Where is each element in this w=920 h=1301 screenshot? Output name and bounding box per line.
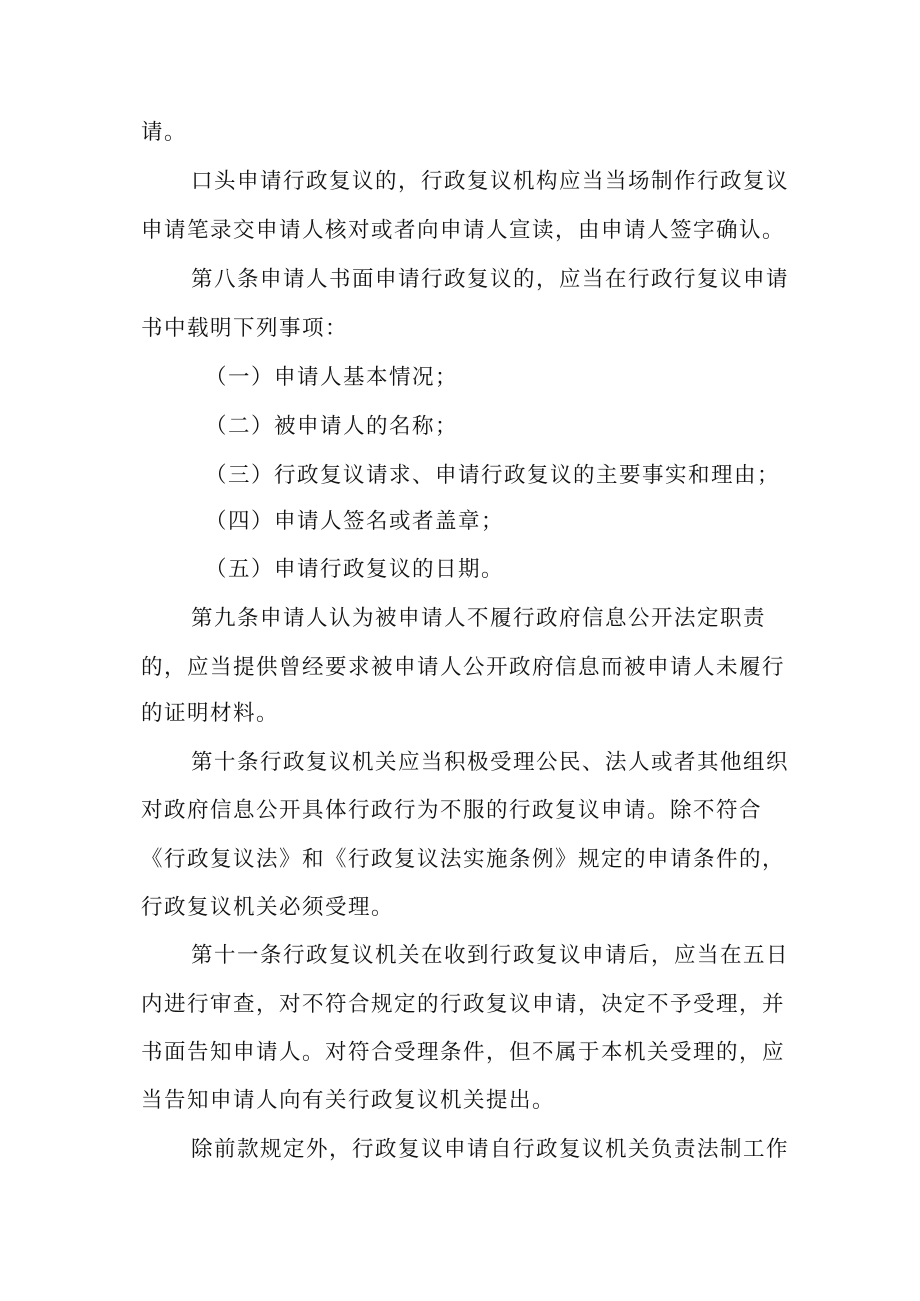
text-line: 口头申请行政复议的，行政复议机构应当当场制作行政复议 [191,169,790,194]
text-line: 当告知申请人向有关行政复议机关提出。 [141,1088,556,1113]
text-line: 第九条申请人认为被申请人不履行政府信息公开法定职责 [191,606,767,631]
text-line: 书面告知申请人。对符合受理条件，但不属于本机关受理的，应 [141,1040,786,1065]
text-line: 第八条申请人书面申请行政复议的，应当在行政行复议申请 [191,267,790,292]
text-line: 第十条行政复议机关应当积极受理公民、法人或者其他组织 [191,750,790,775]
text-line: 书中载明下列事项： [141,316,349,341]
text-line: 对政府信息公开具体行政行为不服的行政复议申请。除不符合 [141,798,763,823]
text-line: 第十一条行政复议机关在收到行政复议申请后，应当在五日 [191,943,790,968]
text-line: 申请笔录交申请人核对或者向申请人宣读，由申请人签字确认。 [141,218,786,243]
list-item: （三）行政复议请求、申请行政复议的主要事实和理由； [205,463,781,488]
text-line: 行政复议机关必须受理。 [141,895,395,920]
list-item: （四）申请人签名或者盖章； [205,509,505,534]
text-line: 《行政复议法》和《行政复议法实施条例》规定的申请条件的， [141,847,786,872]
text-line: 请。 [141,120,188,145]
text-line: 的证明材料。 [141,701,280,726]
text-line: 的，应当提供曾经要求被申请人公开政府信息而被申请人未履行 [141,655,786,680]
list-item: （一）申请人基本情况； [205,365,459,390]
text-line: 内进行审查，对不符合规定的行政复议申请，决定不予受理，并 [141,992,786,1017]
list-item: （五）申请行政复议的日期。 [205,557,505,582]
list-item: （二）被申请人的名称； [205,414,459,439]
text-line: 除前款规定外，行政复议申请自行政复议机关负责法制工作 [191,1137,790,1162]
